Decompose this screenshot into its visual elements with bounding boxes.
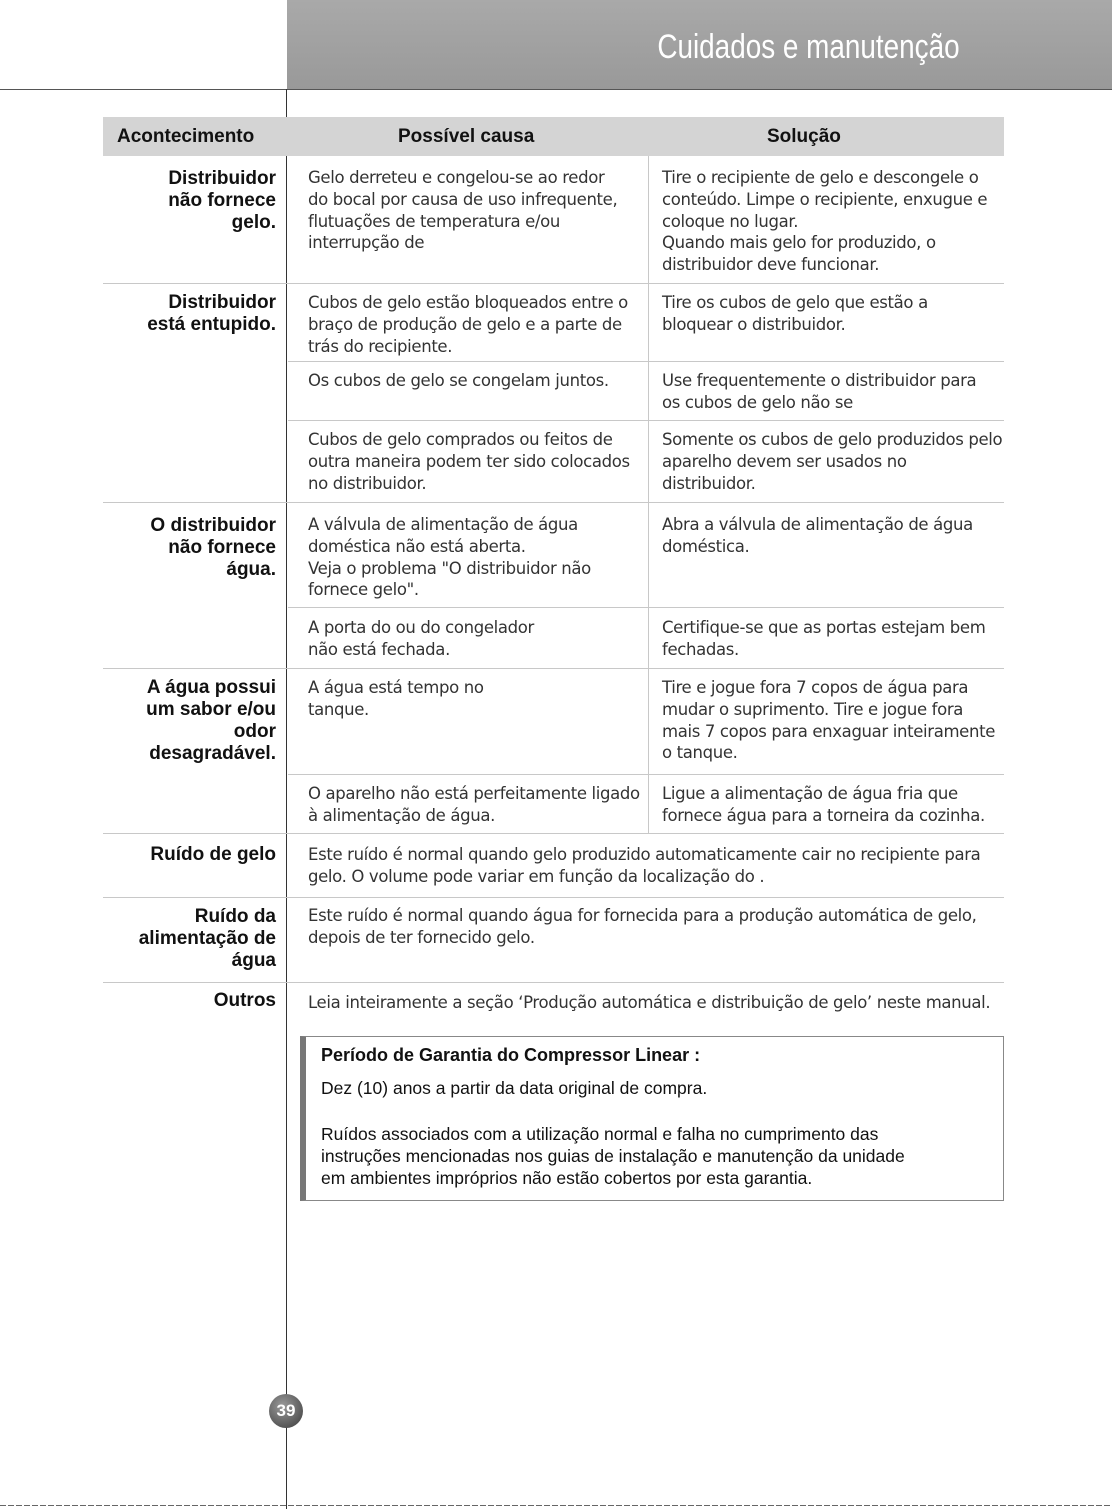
cause-cell: A válvula de alimentação de água doméstica não está aberta. Veja o problema "O distribuidor não fornece gelo". [308, 515, 591, 600]
event-label: Distribuidor não fornece gelo. [168, 168, 276, 233]
warranty-title: Período de Garantia do Compressor Linear : [321, 1045, 701, 1065]
warranty-exclusions: Ruídos associados com a utilização normal e falha no cumprimento das instruções mencionadas nos guias de instalação e manutenção da unidade em ambientes impróprios não estão cobertos por esta garantia. [321, 1124, 905, 1188]
row-divider [103, 283, 1004, 284]
event-label: Outros [213, 990, 276, 1011]
row-divider [103, 982, 1004, 983]
event-label: Ruído de gelo [150, 844, 276, 865]
solution-cell: Certifique-se que as portas estejam bem fechadas. [662, 618, 986, 659]
header-event: Acontecimento [117, 126, 255, 147]
row-divider [288, 774, 1004, 775]
column-divider [648, 156, 649, 833]
cause-cell: Cubos de gelo comprados ou feitos de outra maneira podem ter sido colocados no distribuidor. [308, 430, 630, 493]
warranty-box [300, 1036, 1004, 1201]
table-header [103, 117, 1004, 156]
bottom-rule [0, 1505, 1112, 1506]
solution-cell: Abra a válvula de alimentação de água doméstica. [662, 515, 973, 556]
row-divider [103, 502, 1004, 503]
cause-cell: Cubos de gelo estão bloqueados entre o braço de produção de gelo e a parte de trás do recipiente. [308, 293, 628, 356]
cause-cell: A água está tempo no tanque. [308, 678, 484, 719]
event-label: Distribuidor está entupido. [147, 292, 276, 335]
row-divider [103, 897, 1004, 898]
cause-cell: Os cubos de gelo se congelam juntos. [308, 371, 609, 390]
margin-line [286, 89, 287, 1509]
event-label: O distribuidor não fornece água. [150, 515, 276, 580]
wide-cell: Este ruído é normal quando gelo produzido automaticamente cair no recipiente para gelo. O volume pode variar em função da localização do . [308, 845, 981, 886]
row-divider [103, 833, 1004, 834]
row-divider [288, 361, 1004, 362]
solution-cell: Use frequentemente o distribuidor para os cubos de gelo não se [662, 371, 977, 412]
cause-cell: O aparelho não está perfeitamente ligado à alimentação de água. [308, 784, 640, 825]
cause-cell: Gelo derreteu e congelou-se ao redor do bocal por causa de uso infrequente, flutuações de temperatura e/ou interrupção de [308, 168, 618, 253]
warranty-duration: Dez (10) anos a partir da data original de compra. [321, 1078, 708, 1098]
wide-cell: Leia inteiramente a seção ‘Produção automática e distribuição de gelo’ neste manual. [308, 993, 991, 1012]
header-band [287, 0, 1112, 89]
wide-cell: Este ruído é normal quando água for fornecida para a produção automática de gelo, depois de ter fornecido gelo. [308, 906, 977, 947]
event-label: A água possui um sabor e/ou odor desagradável. [146, 677, 276, 764]
header-solution: Solução [767, 126, 841, 147]
row-divider [288, 420, 1004, 421]
header-rule [0, 89, 1112, 90]
row-divider [288, 607, 1004, 608]
cause-cell: A porta do ou do congelador não está fechada. [308, 618, 534, 659]
page-number-badge: 39 [269, 1394, 303, 1428]
solution-cell: Tire e jogue fora 7 copos de água para mudar o suprimento. Tire e jogue fora mais 7 copos para enxaguar inteiramente o tanque. [662, 678, 996, 763]
page-title: Cuidados e manutenção [657, 28, 960, 66]
solution-cell: Tire o recipiente de gelo e descongele o conteúdo. Limpe o recipiente, enxugue e coloque no lugar. Quando mais gelo for produzido, o distribuidor deve funcionar. [662, 168, 988, 275]
row-divider [103, 668, 1004, 669]
solution-cell: Ligue a alimentação de água fria que fornece água para a torneira da cozinha. [662, 784, 985, 825]
event-label: Ruído da alimentação de água [138, 906, 276, 971]
header-cause: Possível causa [398, 126, 535, 147]
solution-cell: Somente os cubos de gelo produzidos pelo aparelho devem ser usados no distribuidor. [662, 430, 1003, 493]
solution-cell: Tire os cubos de gelo que estão a bloquear o distribuidor. [662, 293, 928, 334]
